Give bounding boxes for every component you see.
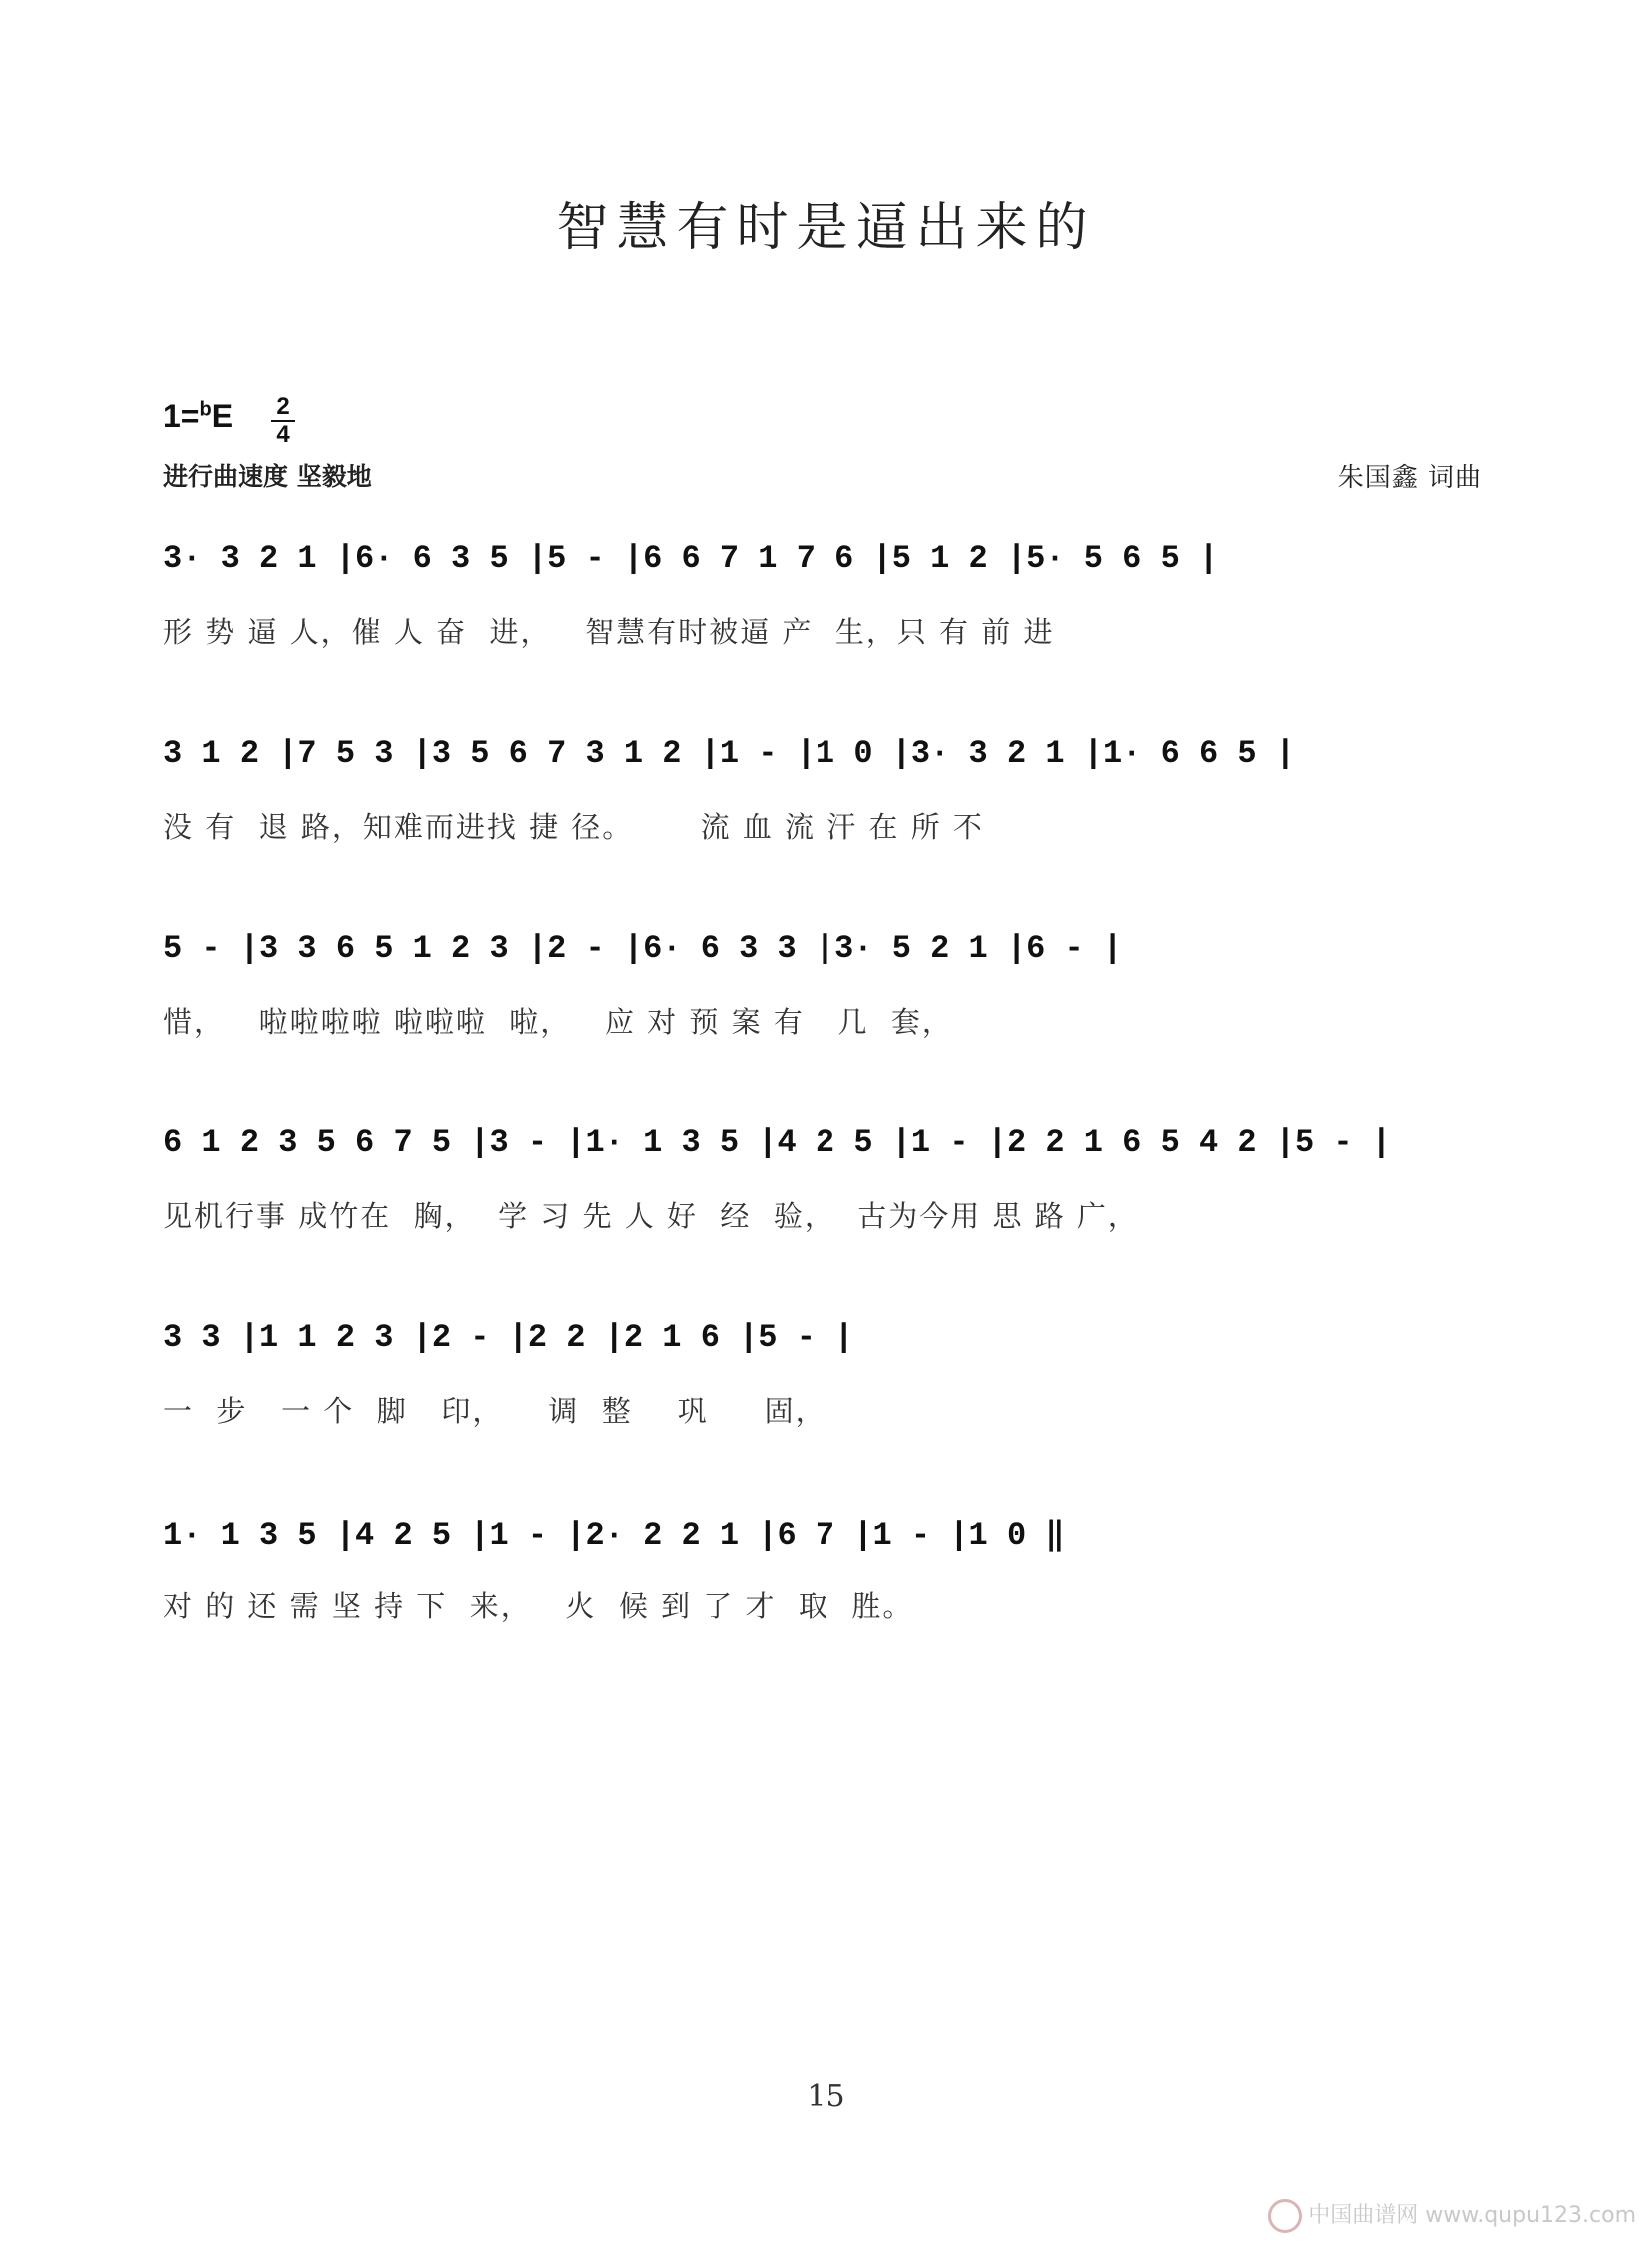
watermark-text: 中国曲谱网 www.qupu123.com (1308, 2203, 1636, 2228)
notes-line-4: 6 1 2 3 5 6 7 5 |3 - |1· 1 3 5 |4 2 5 |1 - |2 2 1 6 5 4 2 |5 - | (163, 1124, 1391, 1161)
time-signature-top: 2 (276, 393, 290, 420)
notes-line-5: 3 3 |1 1 2 3 |2 - |2 2 |2 1 6 |5 - | (163, 1319, 854, 1356)
time-signature-bottom: 4 (276, 421, 290, 448)
watermark (1268, 2198, 1636, 2233)
notes-line-2: 3 1 2 |7 5 3 |3 5 6 7 3 1 2 |1 - |1 0 |3· 3 2 1 |1· 6 6 5 | (163, 735, 1295, 772)
lyrics-line-4: 见机行事 成竹在 胸， 学 习 先 人 好 经 验， 古为今用 思 路 广， (163, 1199, 1139, 1233)
lyrics-line-1: 形 势 逼 人，催 人 奋 进， 智慧有时被逼 产 生，只 有 前 进 (163, 615, 1055, 649)
lyrics-line-2: 没 有 退 路，知难而进找 捷 径。 流 血 流 汗 在 所 不 (163, 810, 984, 844)
song-title: 智慧有时是逼出来的 (556, 198, 1096, 258)
key-prefix: 1= (163, 398, 200, 434)
author-credit: 朱国鑫 词曲 (1337, 463, 1482, 493)
key-signature (163, 398, 233, 435)
time-signature (271, 394, 295, 448)
page-number: 15 (807, 2079, 845, 2114)
lyrics-line-5: 一 步 一 个 脚 印， 调 整 巩 固， (163, 1394, 826, 1428)
key-tonic: E (211, 398, 234, 434)
notes-line-6: 1· 1 3 5 |4 2 5 |1 - |2· 2 2 1 |6 7 |1 - |1 0 ‖ (163, 1517, 1065, 1554)
lyrics-line-6: 对 的 还 需 坚 持 下 来， 火 候 到 了 才 取 胜。 (163, 1589, 914, 1623)
site-logo-icon (1268, 2199, 1302, 2233)
tempo-marking: 进行曲速度 坚毅地 (163, 462, 372, 491)
notes-line-1: 3· 3 2 1 |6· 6 3 5 |5 - |6 6 7 1 7 6 |5 1 2 |5· 5 6 5 | (163, 540, 1219, 577)
flat-sign: b (199, 398, 212, 421)
lyrics-line-3: 惜， 啦啦啦啦 啦啦啦 啦， 应 对 预 案 有 几 套， (163, 1005, 953, 1039)
notes-line-3: 5 - |3 3 6 5 1 2 3 |2 - |6· 6 3 3 |3· 5 2 1 |6 - | (163, 930, 1123, 967)
